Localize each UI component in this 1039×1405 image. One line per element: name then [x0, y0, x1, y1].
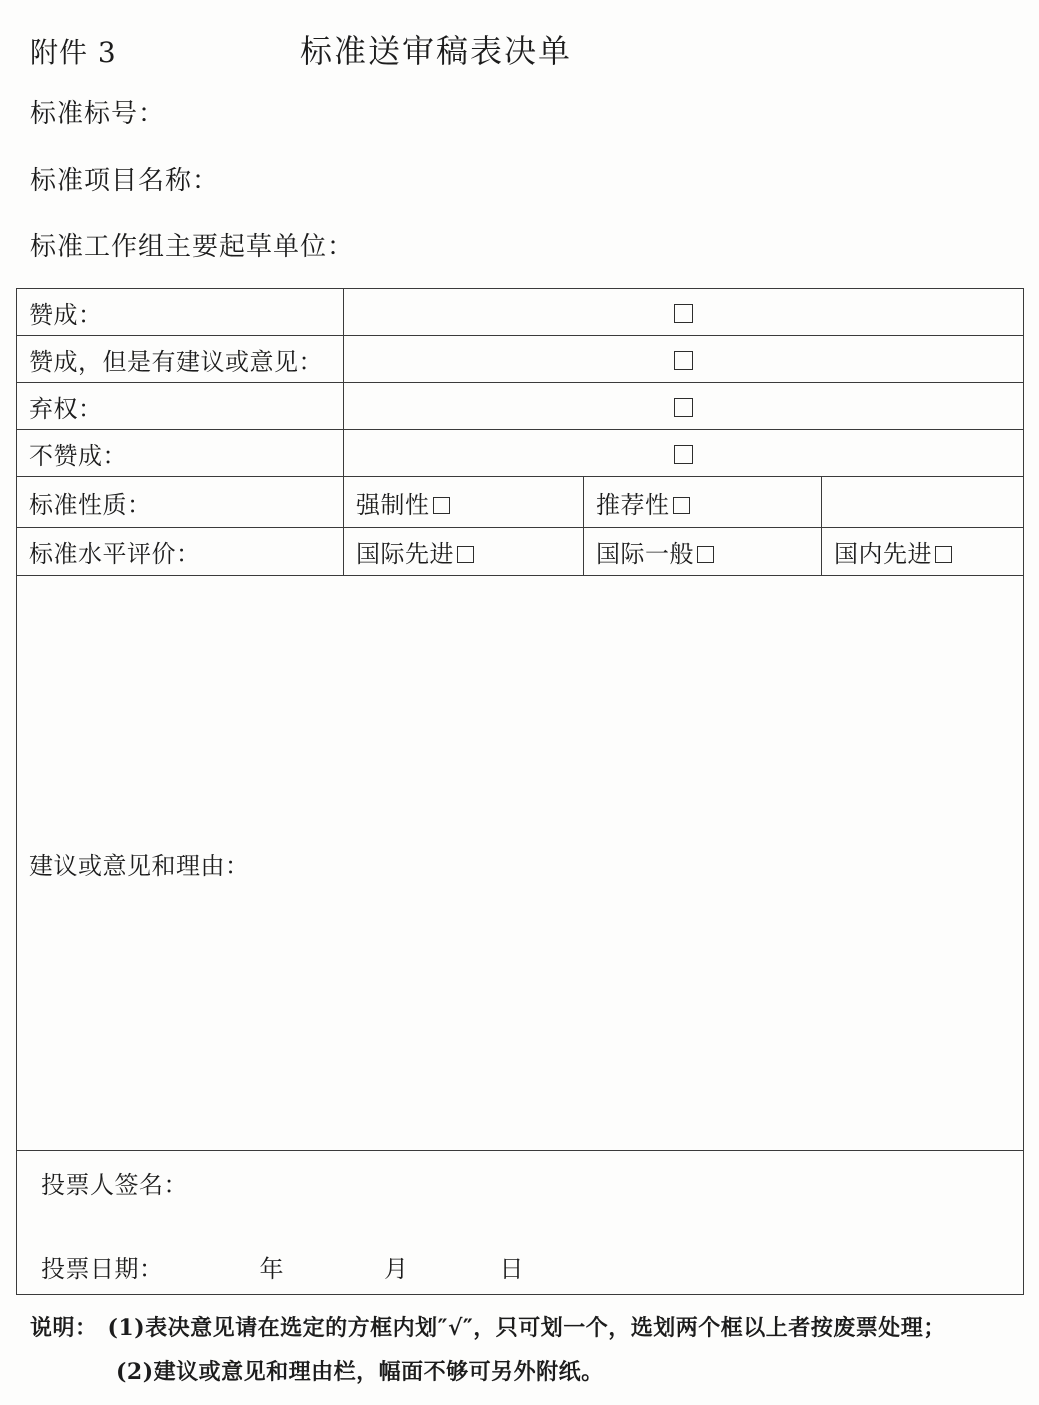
nature-option-mandatory: [344, 477, 584, 528]
approve-with-comments-checkbox-icon[interactable]: [674, 351, 693, 370]
field-drafting-unit: [16, 232, 1023, 262]
vote-option-cell: [344, 336, 1024, 383]
intl-advanced-checkbox-icon[interactable]: [457, 546, 474, 563]
domestic-advanced-label: 国内先进: [834, 540, 932, 568]
date-month-label: 月: [384, 1255, 409, 1283]
mandatory-checkbox-icon[interactable]: [433, 497, 450, 514]
vote-option-label: 弃权：: [17, 383, 344, 430]
voting-table: [16, 288, 1024, 1295]
notes-section: [16, 1314, 1023, 1387]
comments-cell: [17, 576, 1024, 1151]
standard-level-row: [17, 528, 1024, 576]
vote-option-label: 赞成：: [17, 289, 344, 336]
disapprove-checkbox-icon[interactable]: [674, 445, 693, 464]
signature-date-cell: [17, 1151, 1024, 1295]
note-item-2: [30, 1358, 1023, 1387]
note-item-1: [30, 1314, 1023, 1343]
mandatory-label: 强制性: [356, 490, 430, 519]
intl-advanced-label: 国际先进: [356, 540, 454, 568]
signature-label: 投票人签名：: [41, 1171, 188, 1199]
date-year-label: 年: [259, 1255, 284, 1283]
nature-empty-cell: [822, 477, 1024, 528]
intl-average-label: 国际一般: [596, 540, 694, 568]
vote-row-abstain: [17, 383, 1024, 430]
field-project-name: [16, 166, 1023, 196]
date-label: 投票日期：: [41, 1255, 164, 1283]
vote-row-approve-with-comments: [17, 336, 1024, 383]
level-option-domestic-advanced: [822, 528, 1024, 576]
note-text-1: (1)表决意见请在选定的方框内划″√″，只可划一个，选划两个框以上者按废票处理；: [107, 1315, 946, 1341]
standard-number-label: 标准标号：: [30, 99, 166, 129]
vote-option-cell: [344, 289, 1024, 336]
vote-option-label: 不赞成：: [17, 430, 344, 477]
vote-row-approve: [17, 289, 1024, 336]
level-option-intl-average: [584, 528, 822, 576]
standard-level-label: 标准水平评价：: [17, 528, 344, 576]
comments-row: [17, 576, 1024, 1151]
standard-nature-row: [17, 477, 1024, 528]
note-text-2: (2)建议或意见和理由栏，幅面不够可另外附纸。: [116, 1359, 604, 1385]
attachment-label: 附件 3: [30, 36, 117, 69]
date-day-label: 日: [499, 1255, 524, 1283]
level-option-intl-advanced: [344, 528, 584, 576]
vote-row-disapprove: [17, 430, 1024, 477]
field-standard-number: [16, 99, 1023, 129]
signature-date-row: [17, 1151, 1024, 1295]
nature-option-recommended: [584, 477, 822, 528]
page-title: 标准送审稿表决单: [300, 32, 573, 70]
approve-checkbox-icon[interactable]: [674, 304, 693, 323]
project-name-label: 标准项目名称：: [30, 166, 220, 196]
vote-option-cell: [344, 430, 1024, 477]
drafting-unit-label: 标准工作组主要起草单位：: [30, 232, 355, 262]
comments-label: 建议或意见和理由：: [29, 851, 250, 880]
standard-nature-label: 标准性质：: [17, 477, 344, 528]
vote-option-cell: [344, 383, 1024, 430]
intl-average-checkbox-icon[interactable]: [697, 546, 714, 563]
vote-option-label: 赞成，但是有建议或意见：: [17, 336, 344, 383]
recommended-checkbox-icon[interactable]: [673, 497, 690, 514]
date-line: [41, 1249, 999, 1284]
domestic-advanced-checkbox-icon[interactable]: [935, 546, 952, 563]
notes-prefix: 说明：: [30, 1315, 98, 1341]
document-header: [16, 26, 1023, 72]
recommended-label: 推荐性: [596, 490, 670, 519]
signature-line: [41, 1165, 999, 1200]
abstain-checkbox-icon[interactable]: [674, 398, 693, 417]
